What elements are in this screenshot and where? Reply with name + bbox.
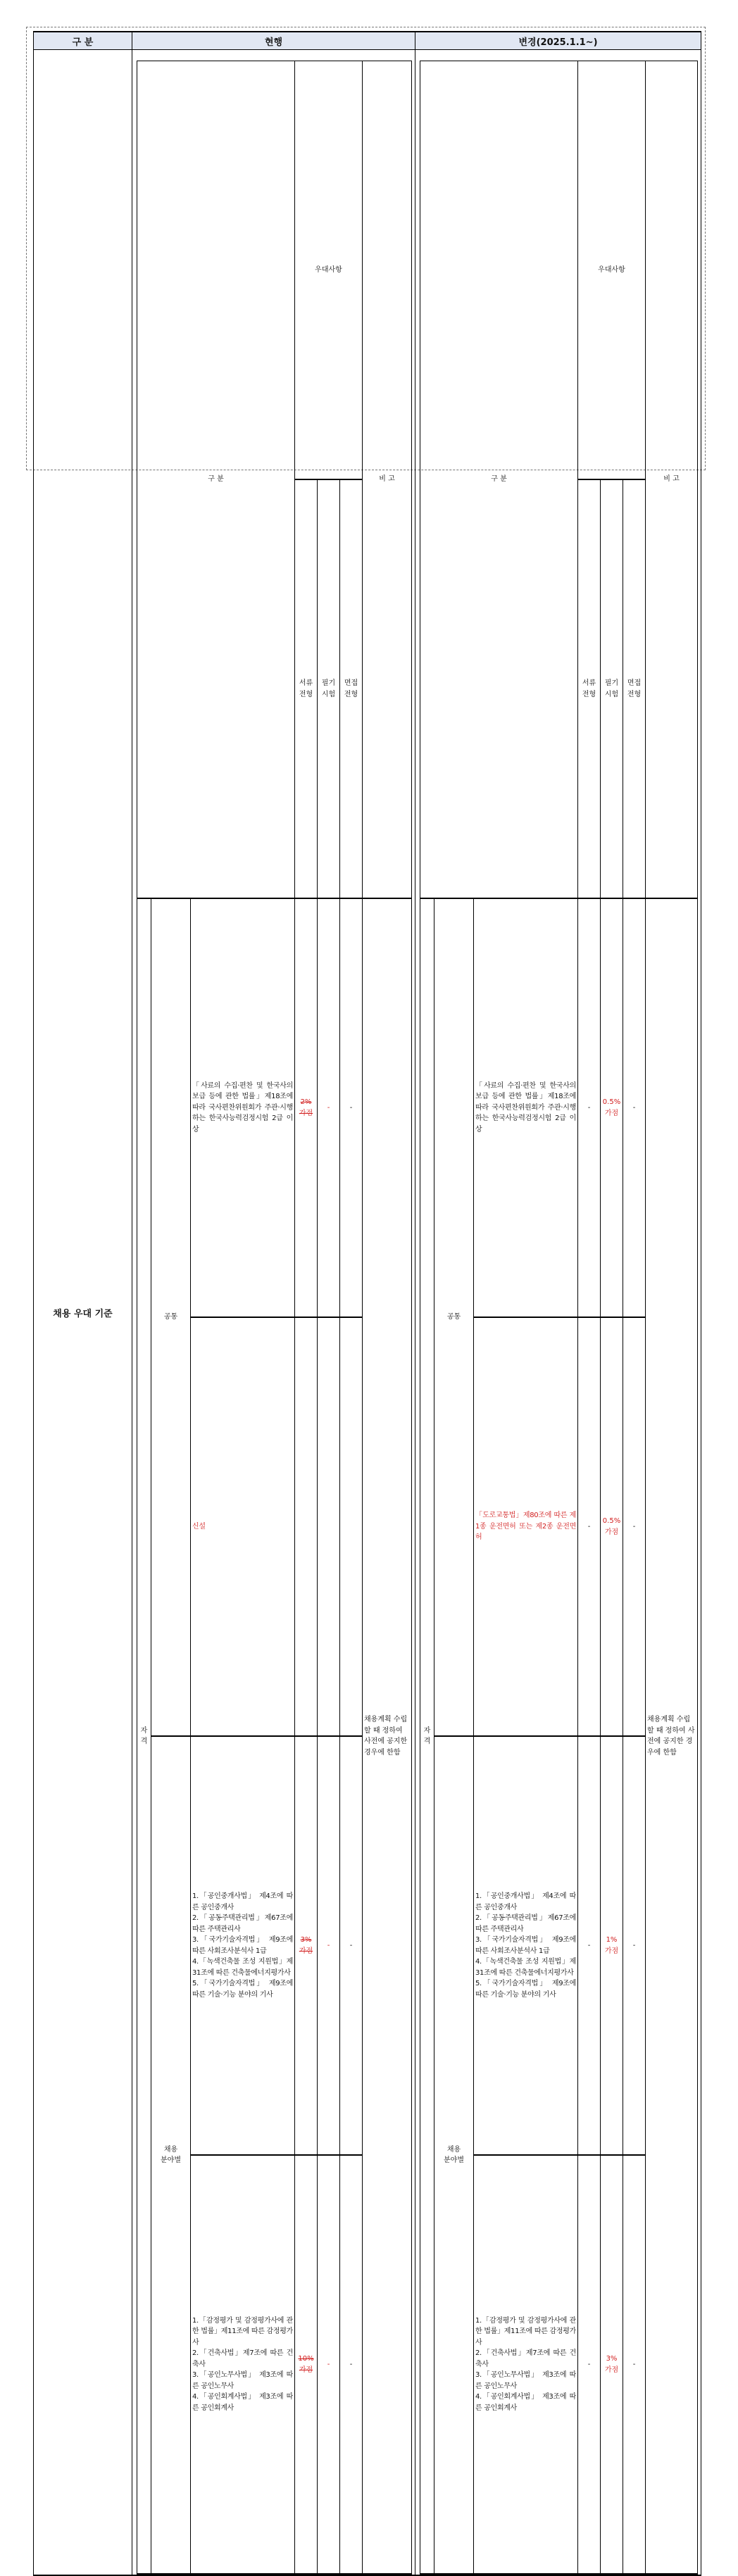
- current-row1-myeon: -: [340, 898, 363, 1317]
- changed-row4-text: 1.「감정평가 및 감정평가사에 관한 법률」제11조에 따른 감정평가사 2.「건축사법」제7조에 따른 건축사 3.「공인노무사법」 제3조에 따른 공인노무사 4.「공인회계사법」 제3조에 따른 공인회계사: [474, 2155, 578, 2574]
- changed-inner-table: [420, 61, 698, 2575]
- current-row2-myeon: [340, 1317, 363, 1736]
- category-label: 채용 우대 기준: [34, 50, 132, 2576]
- current-row4-myeon: -: [340, 2155, 363, 2574]
- changed-row4-myeon: -: [623, 2155, 646, 2574]
- changed-row2-myeon: -: [623, 1317, 646, 1736]
- changed-row1-seoryu: -: [578, 898, 601, 1317]
- current-inner-table: [137, 61, 412, 2575]
- current-row4-text: 1.「감정평가 및 감정평가사에 관한 법률」제11조에 따른 감정평가사 2.「건축사법」제7조에 따른 건축사 3.「공인노무사법」 제3조에 따른 공인노무사 4.「공인회계사법」 제3조에 따른 공인회계사: [191, 2155, 295, 2574]
- current-row1-text: 「사료의 수집·편찬 및 한국사의 보급 등에 관한 법률」제18조에 따라 국사편찬위원회가 주관·시행하는 한국사능력검정시험 2급 이상: [191, 898, 295, 1317]
- changed-th-udae: 우대사항: [578, 61, 646, 480]
- changed-row1-text: 「사료의 수집·편찬 및 한국사의 보급 등에 관한 법률」제18조에 따라 국사편찬위원회가 주관·시행하는 한국사능력검정시험 2급 이상: [474, 898, 578, 1317]
- comparison-table: [33, 31, 701, 2576]
- header-changed: 변경(2025.1.1~): [415, 32, 701, 50]
- header-row: [34, 32, 701, 50]
- current-label-bunya: 채용 분야별: [151, 1736, 191, 2574]
- changed-row2-seoryu: -: [578, 1317, 601, 1736]
- current-row3-seoryu: 3% 가점: [295, 1736, 318, 2155]
- changed-label-bunya: 채용 분야별: [434, 1736, 474, 2574]
- current-row4-seoryu: 10% 가점: [295, 2155, 318, 2574]
- current-row2-text: 신설: [191, 1317, 295, 1736]
- current-th-bigo: 비 고: [363, 61, 412, 899]
- changed-row3-seoryu: -: [578, 1736, 601, 2155]
- changed-row2-text: 「도로교통법」제80조에 따른 제1종 운전면허 또는 제2종 운전면허: [474, 1317, 578, 1736]
- changed-th-myeonjeop: 면접 전형: [623, 479, 646, 898]
- changed-label-jagyeok: 자 격: [420, 898, 434, 2574]
- changed-row3-myeon: -: [623, 1736, 646, 2155]
- header-current: 현행: [132, 32, 415, 50]
- current-row1-seoryu: 2% 가점: [295, 898, 318, 1317]
- body-row: [34, 50, 701, 2576]
- current-row3-pilgi: -: [318, 1736, 340, 2155]
- current-label-gongtong: 공통: [151, 898, 191, 1736]
- header-gubun: 구 분: [34, 32, 132, 50]
- changed-th-seoryu: 서류 전형: [578, 479, 601, 898]
- changed-th-pilgi: 필기 시험: [601, 479, 623, 898]
- current-row2-seoryu: [295, 1317, 318, 1736]
- changed-row2-pilgi: 0.5% 가점: [601, 1317, 623, 1736]
- current-row3-text: 1.「공인중개사법」 제4조에 따른 공인중개사 2.「공동주택관리법」제67조에 따른 주택관리사 3.「국가기술자격법」 제9조에 따른 사회조사분석사 1급 4.「녹색건축물 조성 지원법」제31조에 따른 건축물에너지평가사 5.「국가기술자격법」 제9조에 따른 기술·기능 분야의 기사: [191, 1736, 295, 2155]
- current-note: 채용계획 수립할 때 정하여 사전에 공지한 경우에 한함: [363, 898, 412, 2574]
- changed-row3-pilgi: 1% 가점: [601, 1736, 623, 2155]
- changed-row1-pilgi: 0.5% 가점: [601, 898, 623, 1317]
- current-row4-pilgi: -: [318, 2155, 340, 2574]
- changed-row1-myeon: -: [623, 898, 646, 1317]
- changed-row3-text: 1.「공인중개사법」 제4조에 따른 공인중개사 2.「공동주택관리법」제67조에 따른 주택관리사 3.「국가기술자격법」 제9조에 따른 사회조사분석사 1급 4.「녹색건축물 조성 지원법」제31조에 따른 건축물에너지평가사 5.「국가기술자격법」 제9조에 따른 기술·기능 분야의 기사: [474, 1736, 578, 2155]
- current-row3-myeon: -: [340, 1736, 363, 2155]
- current-th-myeonjeop: 면접 전형: [340, 479, 363, 898]
- changed-cell: [415, 50, 701, 2576]
- current-th-pilgi: 필기 시험: [318, 479, 340, 898]
- current-row1-pilgi: -: [318, 898, 340, 1317]
- current-th-seoryu: 서류 전형: [295, 479, 318, 898]
- changed-label-gongtong: 공통: [434, 898, 474, 1736]
- current-label-jagyeok: 자 격: [137, 898, 151, 2574]
- changed-row4-seoryu: -: [578, 2155, 601, 2574]
- changed-th-bigo: 비 고: [646, 61, 698, 899]
- current-cell: [132, 50, 415, 2576]
- changed-note: 채용계획 수립할 때 정하여 사전에 공지한 경우에 한함: [646, 898, 698, 2574]
- current-th-udae: 우대사항: [295, 61, 363, 480]
- changed-th-gubun: 구 분: [420, 61, 578, 899]
- current-th-gubun: 구 분: [137, 61, 295, 899]
- current-row2-pilgi: [318, 1317, 340, 1736]
- changed-row4-pilgi: 3% 가점: [601, 2155, 623, 2574]
